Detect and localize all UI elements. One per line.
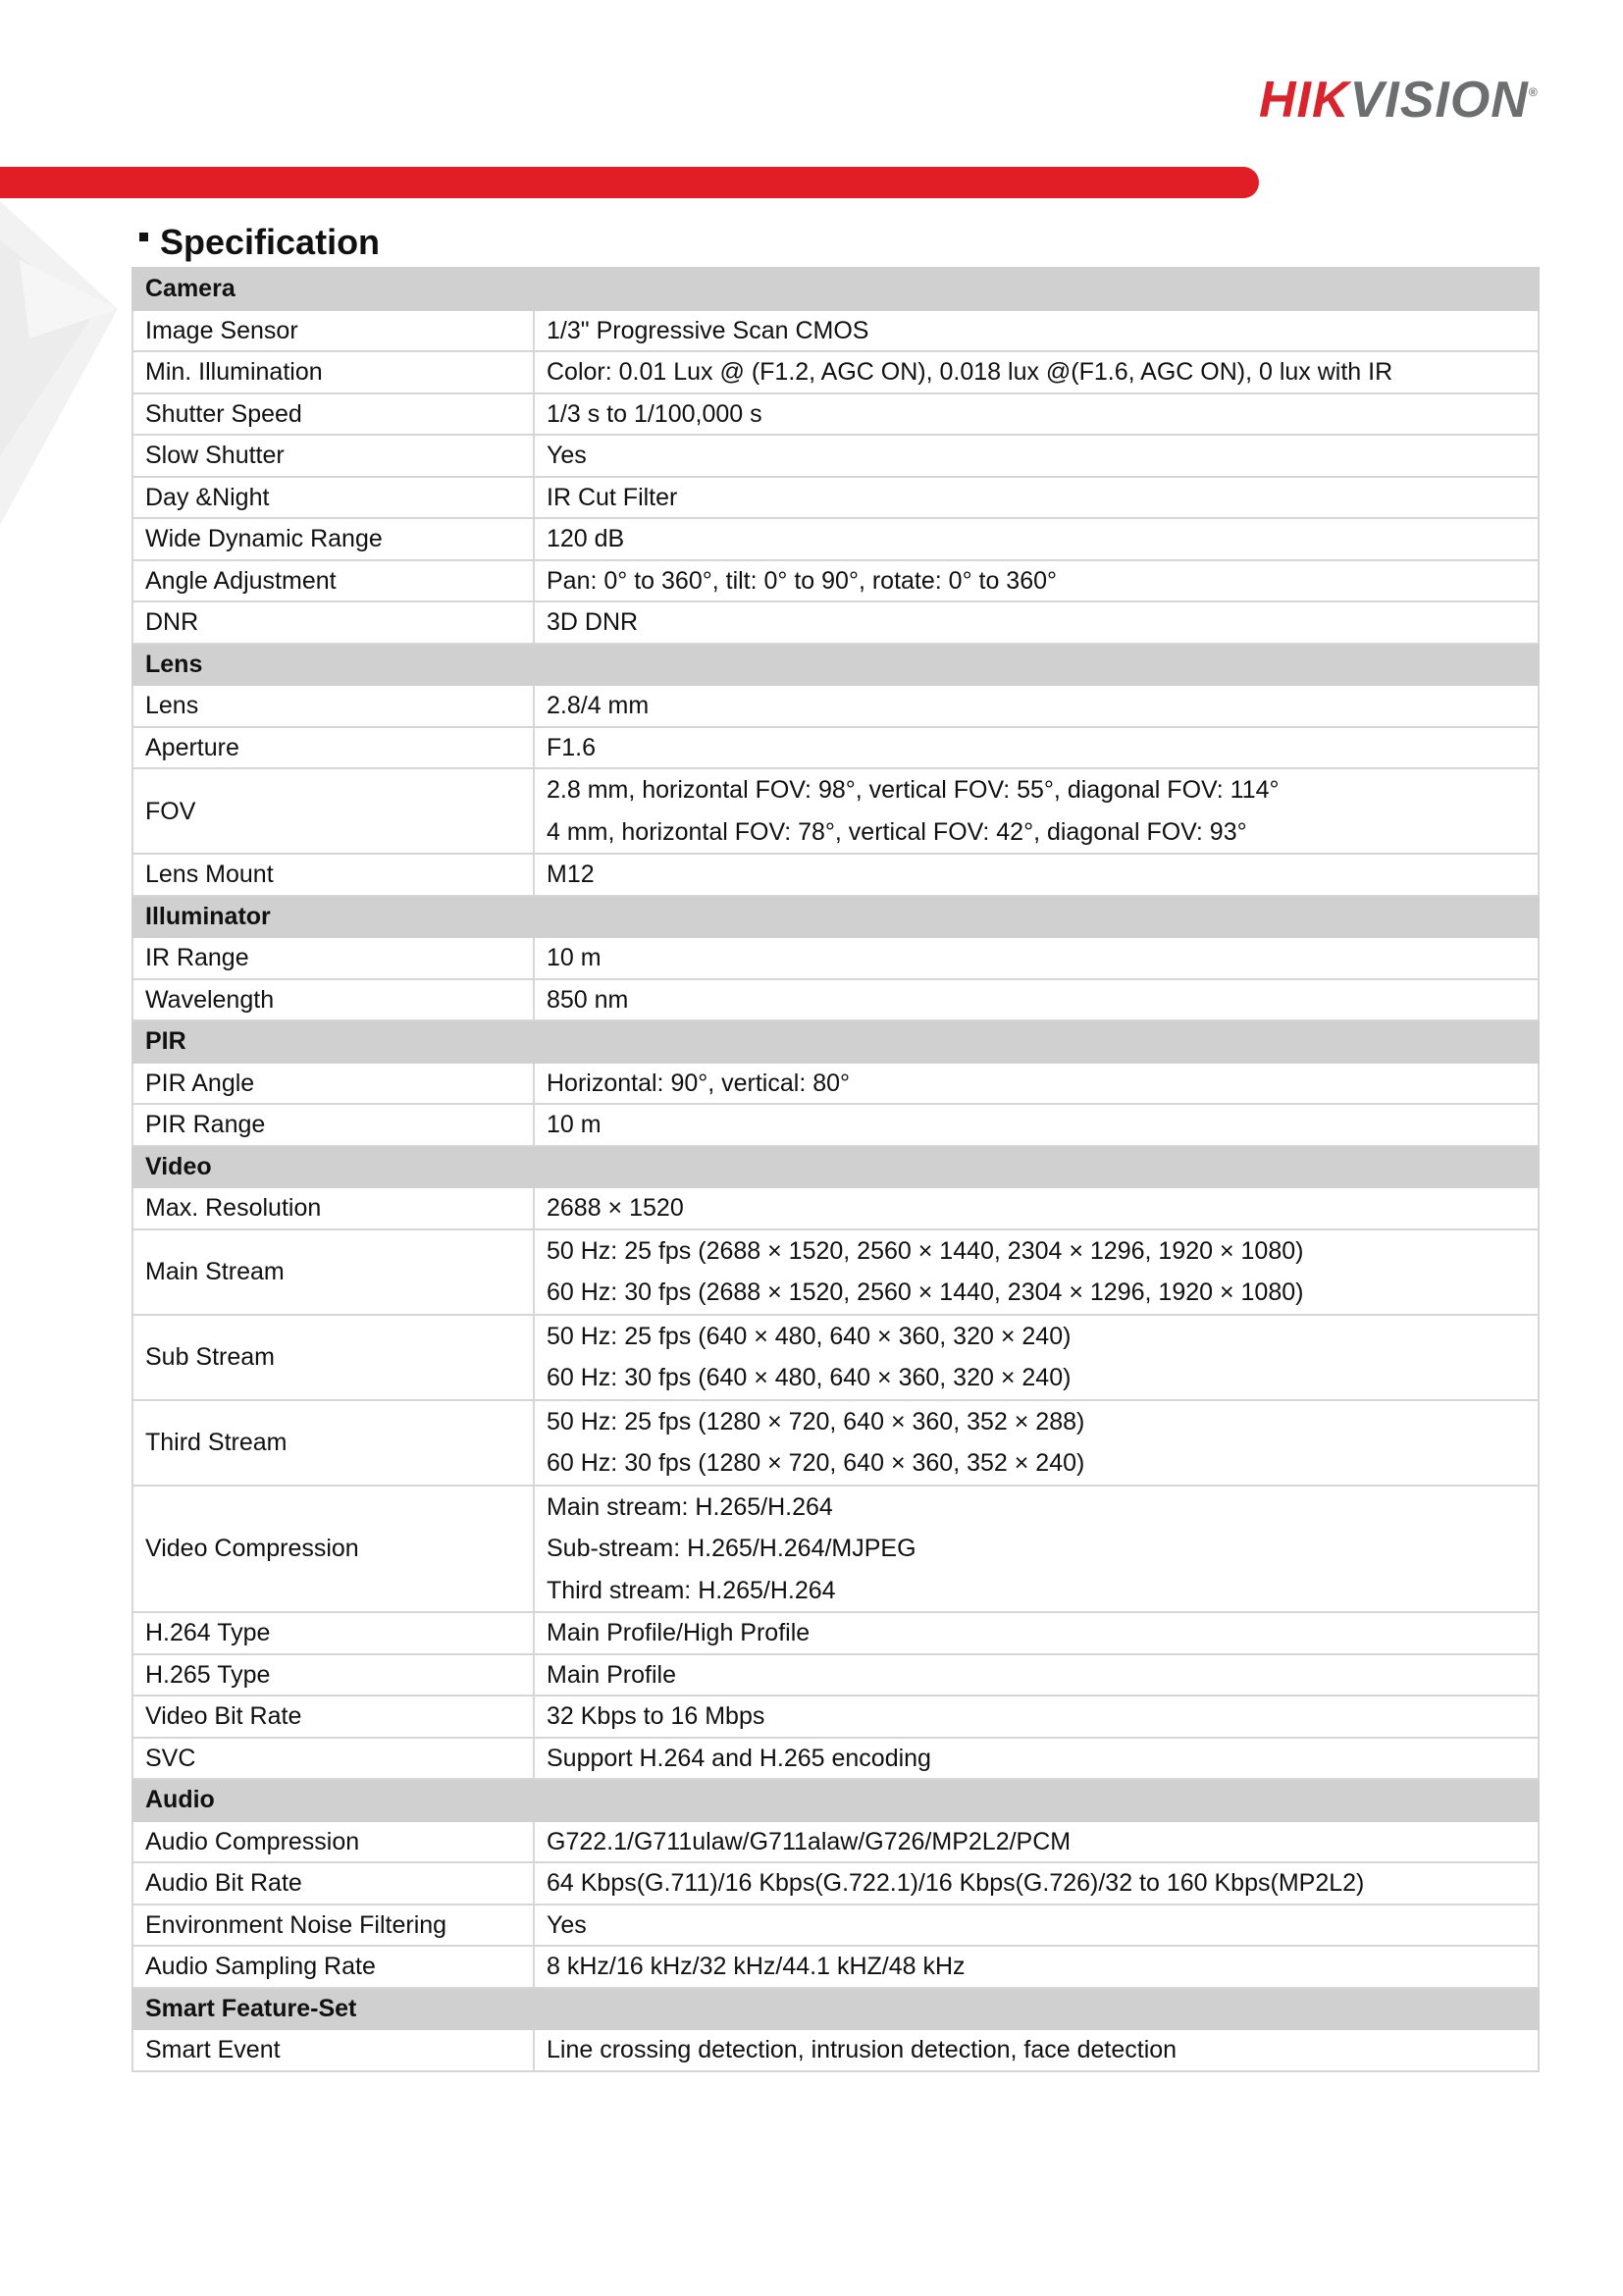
spec-value: 2688 × 1520 xyxy=(534,1187,1539,1229)
category-label: PIR xyxy=(132,1020,1539,1063)
spec-label: H.265 Type xyxy=(132,1654,534,1696)
spec-value-line: 50 Hz: 25 fps (1280 × 720, 640 × 360, 352 × 288) xyxy=(547,1407,1085,1435)
spec-value: Yes xyxy=(534,435,1539,477)
spec-value-line: 50 Hz: 25 fps (2688 × 1520, 2560 × 1440, 2304 × 1296, 1920 × 1080) xyxy=(547,1236,1304,1265)
spec-value-line: 60 Hz: 30 fps (640 × 480, 640 × 360, 320 × 240) xyxy=(547,1364,1072,1391)
spec-label: IR Range xyxy=(132,937,534,979)
category-label: Lens xyxy=(132,644,1539,686)
logo-part-vision: VISION xyxy=(1349,72,1529,129)
spec-value-line: Sub-stream: H.265/H.264/MJPEG xyxy=(547,1535,916,1562)
spec-value-line: Third stream: H.265/H.264 xyxy=(547,1576,836,1604)
spec-row xyxy=(132,979,1539,1021)
spec-label: DNR xyxy=(132,601,534,644)
spec-value: 850 nm xyxy=(534,979,1539,1021)
spec-value: F1.6 xyxy=(534,727,1539,769)
category-label: Camera xyxy=(132,268,1539,310)
spec-value xyxy=(534,1400,1539,1486)
spec-value: IR Cut Filter xyxy=(534,477,1539,519)
header-red-bar xyxy=(0,167,1259,198)
spec-value: Pan: 0° to 360°, tilt: 0° to 90°, rotate: 0° to 360° xyxy=(534,560,1539,602)
spec-value-line: 2.8 mm, horizontal FOV: 98°, vertical FOV: 55°, diagonal FOV: 114° xyxy=(547,776,1280,804)
spec-value: 2.8/4 mm xyxy=(534,685,1539,727)
spec-row xyxy=(132,1486,1539,1613)
category-row xyxy=(132,1146,1539,1188)
spec-label: SVC xyxy=(132,1738,534,1780)
spec-row xyxy=(132,1696,1539,1738)
spec-row xyxy=(132,1905,1539,1947)
spec-label: Shutter Speed xyxy=(132,393,534,436)
spec-value-line: 60 Hz: 30 fps (1280 × 720, 640 × 360, 352 × 240) xyxy=(547,1449,1085,1477)
spec-value-line: 60 Hz: 30 fps (2688 × 1520, 2560 × 1440, 2304 × 1296, 1920 × 1080) xyxy=(547,1278,1304,1306)
spec-value: Main Profile/High Profile xyxy=(534,1612,1539,1654)
spec-row xyxy=(132,1187,1539,1229)
spec-value-line: 4 mm, horizontal FOV: 78°, vertical FOV: 42°, diagonal FOV: 93° xyxy=(547,817,1247,846)
spec-row xyxy=(132,1104,1539,1146)
spec-value xyxy=(534,768,1539,854)
page-title xyxy=(139,218,380,267)
spec-row xyxy=(132,1229,1539,1315)
spec-label: Video Compression xyxy=(132,1486,534,1613)
spec-row xyxy=(132,1654,1539,1696)
spec-label: Wavelength xyxy=(132,979,534,1021)
spec-row xyxy=(132,2029,1539,2071)
spec-label: Smart Event xyxy=(132,2029,534,2071)
category-label: Video xyxy=(132,1146,1539,1188)
spec-value xyxy=(534,1486,1539,1613)
spec-row xyxy=(132,937,1539,979)
spec-value: Horizontal: 90°, vertical: 80° xyxy=(534,1063,1539,1105)
spec-row xyxy=(132,1862,1539,1905)
spec-label: Angle Adjustment xyxy=(132,560,534,602)
spec-row xyxy=(132,685,1539,727)
spec-row xyxy=(132,1063,1539,1105)
spec-row xyxy=(132,1612,1539,1654)
spec-label: Audio Bit Rate xyxy=(132,1862,534,1905)
spec-row xyxy=(132,1400,1539,1486)
spec-row xyxy=(132,1821,1539,1863)
spec-row xyxy=(132,393,1539,436)
spec-value xyxy=(534,1229,1539,1315)
title-bullet xyxy=(139,233,148,241)
spec-value: Support H.264 and H.265 encoding xyxy=(534,1738,1539,1780)
spec-row xyxy=(132,560,1539,602)
category-row xyxy=(132,268,1539,310)
spec-row xyxy=(132,518,1539,560)
spec-value-line: 50 Hz: 25 fps (640 × 480, 640 × 360, 320 × 240) xyxy=(547,1322,1072,1350)
page-title-text: Specification xyxy=(160,222,381,262)
spec-value: Yes xyxy=(534,1905,1539,1947)
registered-mark: ® xyxy=(1528,85,1539,99)
spec-value xyxy=(534,1315,1539,1400)
spec-table xyxy=(131,267,1540,2072)
spec-row xyxy=(132,727,1539,769)
spec-label: Third Stream xyxy=(132,1400,534,1486)
spec-label: Lens Mount xyxy=(132,854,534,896)
spec-row xyxy=(132,768,1539,854)
category-row xyxy=(132,896,1539,938)
spec-value: 1/3 s to 1/100,000 s xyxy=(534,393,1539,436)
spec-row xyxy=(132,351,1539,393)
spec-label: PIR Angle xyxy=(132,1063,534,1105)
spec-value: Main Profile xyxy=(534,1654,1539,1696)
spec-label: PIR Range xyxy=(132,1104,534,1146)
spec-label: Sub Stream xyxy=(132,1315,534,1400)
category-label: Audio xyxy=(132,1779,1539,1821)
spec-value: M12 xyxy=(534,854,1539,896)
spec-row xyxy=(132,435,1539,477)
spec-value: Line crossing detection, intrusion detection, face detection xyxy=(534,2029,1539,2071)
spec-value: 8 kHz/16 kHz/32 kHz/44.1 kHZ/48 kHz xyxy=(534,1946,1539,1988)
spec-value: 1/3" Progressive Scan CMOS xyxy=(534,310,1539,352)
spec-label: Video Bit Rate xyxy=(132,1696,534,1738)
spec-label: Wide Dynamic Range xyxy=(132,518,534,560)
spec-label: Aperture xyxy=(132,727,534,769)
category-row xyxy=(132,644,1539,686)
spec-label: Image Sensor xyxy=(132,310,534,352)
spec-row xyxy=(132,1315,1539,1400)
spec-label: H.264 Type xyxy=(132,1612,534,1654)
spec-label: FOV xyxy=(132,768,534,854)
spec-label: Lens xyxy=(132,685,534,727)
hikvision-logo xyxy=(1259,71,1563,130)
spec-value: 64 Kbps(G.711)/16 Kbps(G.722.1)/16 Kbps(G.726)/32 to 160 Kbps(MP2L2) xyxy=(534,1862,1539,1905)
spec-value: G722.1/G711ulaw/G711alaw/G726/MP2L2/PCM xyxy=(534,1821,1539,1863)
spec-row xyxy=(132,1946,1539,1988)
spec-label: Main Stream xyxy=(132,1229,534,1315)
category-label: Illuminator xyxy=(132,896,1539,938)
spec-value-line: Main stream: H.265/H.264 xyxy=(547,1492,833,1521)
category-row xyxy=(132,1988,1539,2030)
spec-row xyxy=(132,601,1539,644)
category-label: Smart Feature-Set xyxy=(132,1988,1539,2030)
spec-value: 32 Kbps to 16 Mbps xyxy=(534,1696,1539,1738)
spec-label: Audio Sampling Rate xyxy=(132,1946,534,1988)
category-row xyxy=(132,1020,1539,1063)
logo-part-hik: HIK xyxy=(1259,72,1350,129)
watermark-decoration xyxy=(0,201,137,525)
spec-label: Slow Shutter xyxy=(132,435,534,477)
spec-value: 10 m xyxy=(534,1104,1539,1146)
spec-row xyxy=(132,477,1539,519)
category-row xyxy=(132,1779,1539,1821)
spec-label: Min. Illumination xyxy=(132,351,534,393)
spec-label: Environment Noise Filtering xyxy=(132,1905,534,1947)
spec-label: Audio Compression xyxy=(132,1821,534,1863)
spec-value: Color: 0.01 Lux @ (F1.2, AGC ON), 0.018 lux @(F1.6, AGC ON), 0 lux with IR xyxy=(534,351,1539,393)
spec-label: Day &Night xyxy=(132,477,534,519)
spec-value: 3D DNR xyxy=(534,601,1539,644)
spec-value: 10 m xyxy=(534,937,1539,979)
spec-row xyxy=(132,854,1539,896)
spec-row xyxy=(132,310,1539,352)
spec-value: 120 dB xyxy=(534,518,1539,560)
spec-label: Max. Resolution xyxy=(132,1187,534,1229)
spec-row xyxy=(132,1738,1539,1780)
